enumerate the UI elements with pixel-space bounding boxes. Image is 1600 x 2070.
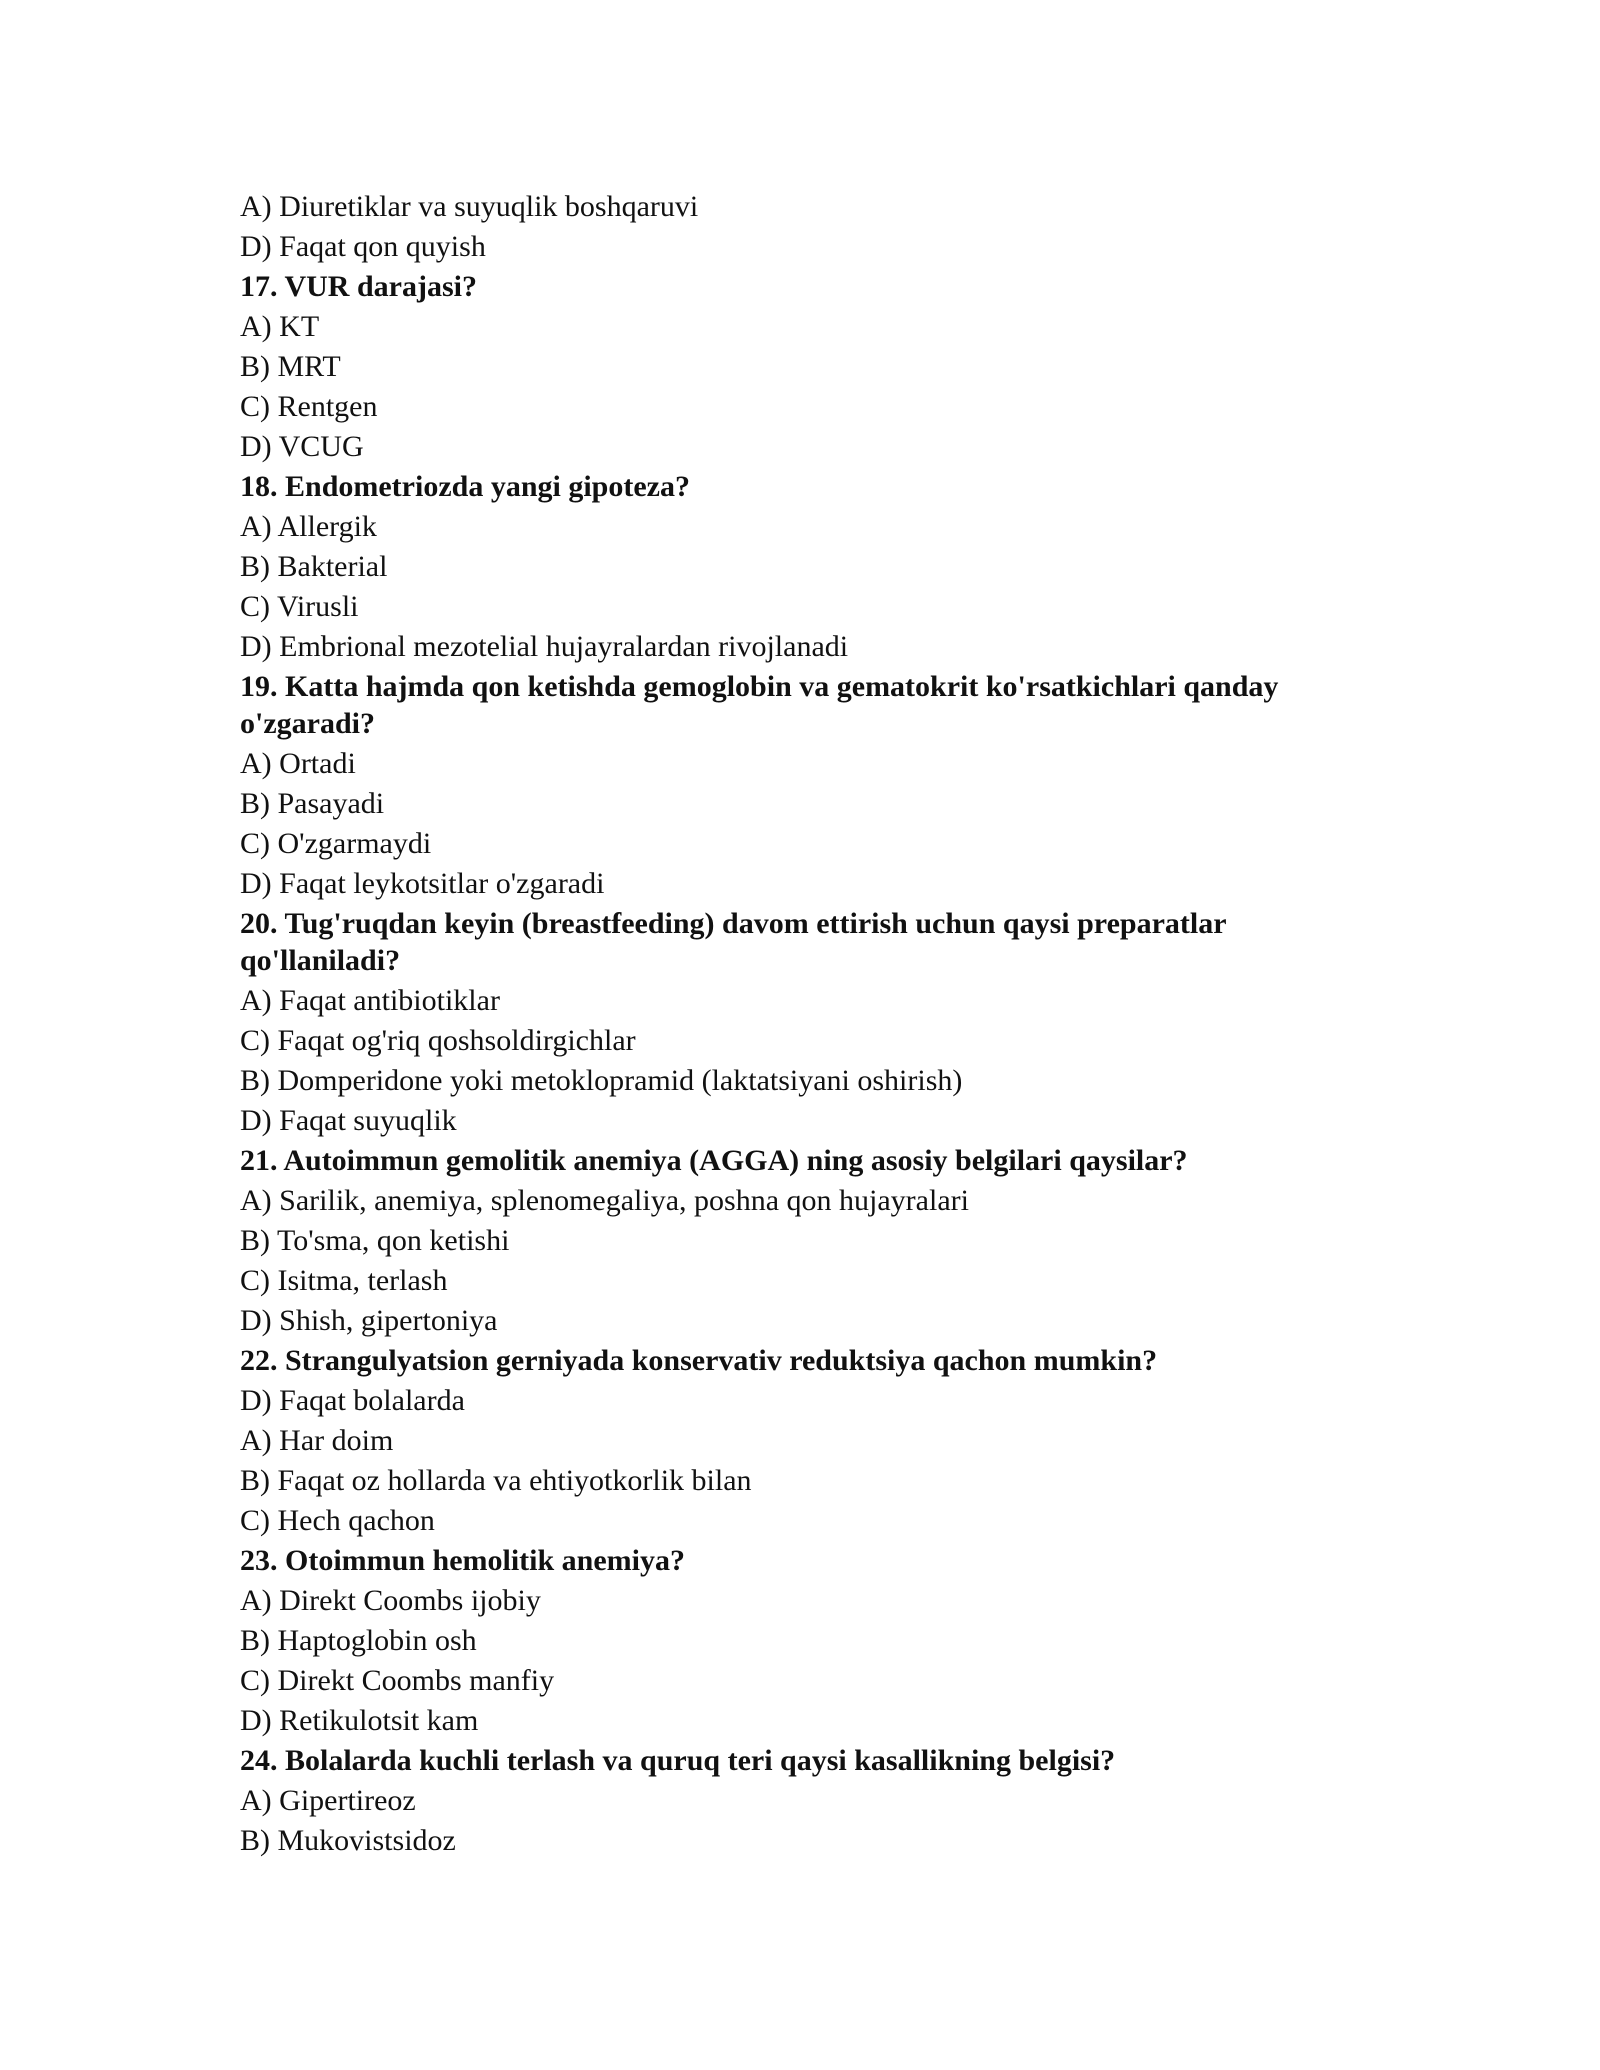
question-heading: 21. Autoimmun gemolitik anemiya (AGGA) ning asosiy belgilari qaysilar? — [240, 1144, 1188, 1177]
answer-option: B) Haptoglobin osh — [240, 1624, 477, 1657]
answer-option: A) Ortadi — [240, 747, 356, 780]
answer-option: C) Hech qachon — [240, 1504, 435, 1537]
answer-option: C) Faqat og'riq qoshsoldirgichlar — [240, 1024, 636, 1057]
question-heading: 20. Tug'ruqdan keyin (breastfeeding) davom ettirish uchun qaysi preparatlar qo'llaniladi? — [240, 907, 1226, 977]
answer-option: B) Domperidone yoki metoklopramid (laktatsiyani oshirish) — [240, 1064, 963, 1097]
question-heading: 19. Katta hajmda qon ketishda gemoglobin va gematokrit ko'rsatkichlari qanday o'zgaradi? — [240, 670, 1279, 740]
question-heading: 24. Bolalarda kuchli terlash va quruq teri qaysi kasallikning belgisi? — [240, 1744, 1116, 1777]
answer-option: A) Diuretiklar va suyuqlik boshqaruvi — [240, 190, 699, 223]
answer-option: D) Embrional mezotelial hujayralardan rivojlanadi — [240, 630, 849, 663]
question-heading: 23. Otoimmun hemolitik anemiya? — [240, 1544, 686, 1577]
answer-option: A) Allergik — [240, 510, 377, 543]
answer-option: A) Sarilik, anemiya, splenomegaliya, poshna qon hujayralari — [240, 1184, 969, 1217]
answer-option: D) Faqat suyuqlik — [240, 1104, 457, 1137]
question-heading: 22. Strangulyatsion gerniyada konservativ reduktsiya qachon mumkin? — [240, 1344, 1158, 1377]
answer-option: C) Isitma, terlash — [240, 1264, 448, 1297]
answer-option: B) Bakterial — [240, 550, 388, 583]
answer-option: B) To'sma, qon ketishi — [240, 1224, 510, 1257]
answer-option: C) Direkt Coombs manfiy — [240, 1664, 555, 1697]
answer-option: D) Shish, gipertoniya — [240, 1304, 498, 1337]
answer-option: D) VCUG — [240, 430, 364, 463]
answer-option: B) Faqat oz hollarda va ehtiyotkorlik bilan — [240, 1464, 752, 1497]
answer-option: A) Gipertireoz — [240, 1784, 416, 1817]
answer-option: B) Pasayadi — [240, 787, 385, 820]
quiz-content — [240, 187, 1360, 1861]
answer-option: D) Faqat qon quyish — [240, 230, 486, 263]
answer-option: D) Faqat bolalarda — [240, 1384, 465, 1417]
answer-option: A) Direkt Coombs ijobiy — [240, 1584, 541, 1617]
answer-option: A) KT — [240, 310, 320, 343]
answer-option: B) Mukovistsidoz — [240, 1824, 456, 1857]
question-heading: 18. Endometriozda yangi gipoteza? — [240, 470, 690, 503]
answer-option: C) O'zgarmaydi — [240, 827, 432, 860]
answer-option: B) MRT — [240, 350, 341, 383]
answer-option: C) Virusli — [240, 590, 359, 623]
answer-option: D) Faqat leykotsitlar o'zgaradi — [240, 867, 605, 900]
answer-option: A) Har doim — [240, 1424, 394, 1457]
answer-option: A) Faqat antibiotiklar — [240, 984, 500, 1017]
question-heading: 17. VUR darajasi? — [240, 270, 477, 303]
answer-option: C) Rentgen — [240, 390, 378, 423]
answer-option: D) Retikulotsit kam — [240, 1704, 479, 1737]
